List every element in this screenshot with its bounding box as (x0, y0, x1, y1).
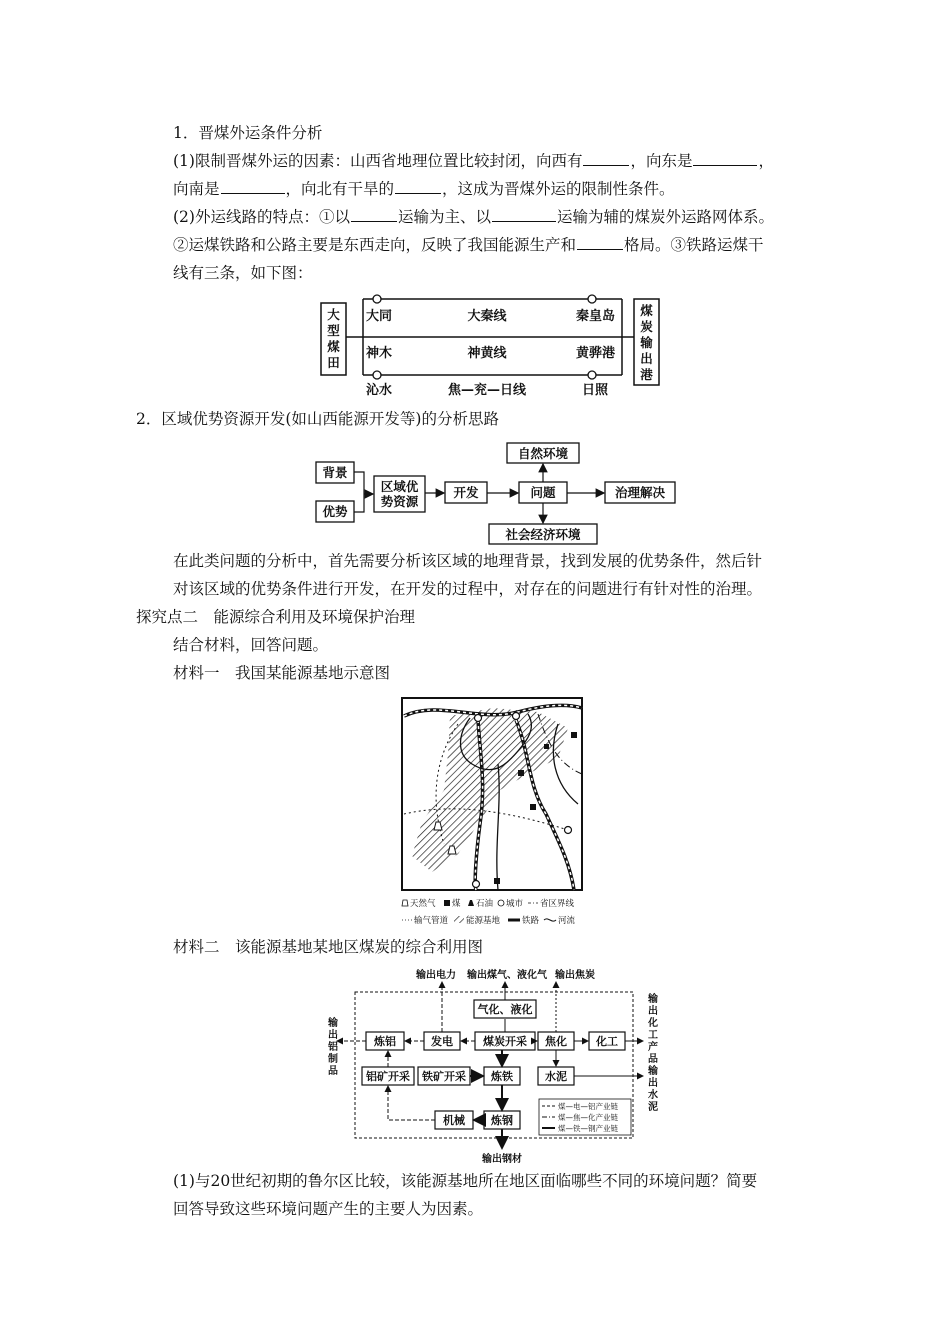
left-box-char: 大 (327, 307, 340, 322)
station-datong: 大同 (366, 309, 393, 324)
out-chem-char: 输 (648, 994, 658, 1005)
left-box-char: 煤 (327, 339, 340, 354)
legend-boundary: 省区界线 (540, 899, 575, 909)
station-shenmu: 神木 (366, 346, 393, 361)
out-cement-char: 出 (648, 1078, 658, 1089)
section3-heading: 探究点二 能源综合利用及环境保护治理 (136, 608, 416, 626)
coal-utilization-diagram (325, 964, 665, 1170)
out-cement-char: 泥 (648, 1102, 658, 1113)
right-box-char: 出 (640, 351, 653, 366)
out-gas: 输出煤气、液化气 (467, 970, 547, 981)
node-fe-ore: 铁矿开采 (422, 1070, 466, 1083)
legend-gas: 天然气 (410, 899, 436, 909)
right-box-char: 港 (640, 367, 653, 382)
flow-background: 背景 (322, 465, 348, 480)
line-shenhuang: 神黄线 (467, 346, 507, 361)
section1-heading: 1．晋煤外运条件分析 (173, 124, 323, 142)
material1-caption: 材料一 我国某能源基地示意图 (173, 664, 391, 682)
right-box-char: 煤 (640, 303, 653, 318)
out-chem-char: 品 (648, 1054, 658, 1065)
flow-develop: 开发 (453, 485, 479, 500)
node-chem: 化工 (596, 1035, 618, 1048)
section2-para-line1: 在此类问题的分析中，首先需要分析该区域的地理背景，找到发展的优势条件，然后针 (173, 552, 763, 570)
legend-chain-1: 煤—电—铝产业链 (558, 1102, 618, 1111)
station-qinhuangdao: 秦皇岛 (576, 309, 616, 324)
right-box-char: 炭 (640, 319, 653, 334)
flow-nature: 自然环境 (517, 446, 569, 461)
material2-caption: 材料二 该能源基地某地区煤炭的综合利用图 (173, 938, 484, 956)
node-iron: 炼铁 (491, 1070, 513, 1083)
out-chem-char: 出 (648, 1006, 658, 1017)
legend-oil: 石油 (476, 899, 494, 909)
node-gasify: 气化、液化 (477, 1003, 533, 1016)
station-huanghua: 黄骅港 (576, 346, 616, 361)
out-steel: 输出钢材 (482, 1154, 522, 1165)
out-al-char: 铝 (328, 1042, 338, 1053)
out-power: 输出电力 (416, 970, 456, 981)
paragraph-1-line2: 向南是 ，向北有干旱的 ，这成为晋煤外运的限制性条件。 (173, 180, 675, 198)
out-cement-char: 水 (648, 1090, 658, 1101)
out-al-char: 制 (328, 1054, 338, 1065)
node-power: 发电 (431, 1035, 453, 1048)
flow-problem: 问题 (530, 485, 556, 500)
out-al-char: 品 (328, 1066, 338, 1077)
legend-city: 城市 (506, 899, 524, 909)
node-cement: 水泥 (545, 1070, 567, 1083)
left-box-char: 田 (327, 355, 340, 370)
node-al-ore: 铝矿开采 (366, 1070, 410, 1083)
station-qinshui: 沁水 (366, 383, 393, 398)
out-cement-char: 输 (648, 1066, 658, 1077)
flow-solve: 治理解决 (614, 485, 666, 500)
out-al-char: 输 (328, 1018, 338, 1029)
legend-river: 河流 (558, 916, 576, 926)
line-jiaoyanri: 焦—兖—日线 (447, 383, 527, 398)
node-mining: 煤炭开采 (483, 1035, 527, 1048)
question1-line1: (1)与20世纪初期的鲁尔区比较，该能源基地所在地区面临哪些不同的环境问题？简要 (173, 1172, 758, 1190)
paragraph-2-line2: ②运煤铁路和公路主要是东西走向，反映了我国能源生产和 格局。③铁路运煤干 (173, 236, 764, 254)
node-steel: 炼钢 (491, 1114, 513, 1127)
legend-energy-base: 能源基地 (466, 916, 501, 926)
section3-intro: 结合材料，回答问题。 (173, 636, 329, 654)
legend-railway: 铁路 (522, 916, 540, 926)
line-daqin: 大秦线 (467, 309, 507, 324)
legend-chain-2: 煤—焦—化产业链 (558, 1113, 618, 1122)
flow-region-line1: 区域优 (380, 479, 419, 494)
out-coke: 输出焦炭 (555, 970, 595, 981)
section2-para-line2: 对该区域的优势条件进行开发，在开发的过程中，对存在的问题进行有针对性的治理。 (173, 580, 763, 598)
node-machine: 机械 (443, 1114, 465, 1127)
section2-heading: 2．区域优势资源开发(如山西能源开发等)的分析思路 (136, 410, 499, 428)
legend-pipeline: 输气管道 (414, 916, 449, 926)
left-box-char: 型 (327, 323, 340, 338)
coal-railway-diagram (318, 293, 663, 401)
paragraph-2-line3: 线有三条，如下图： (173, 264, 313, 282)
out-al-char: 出 (328, 1030, 338, 1041)
energy-base-map (398, 694, 588, 928)
station-rizhao: 日照 (582, 383, 609, 398)
node-coking: 焦化 (545, 1035, 567, 1048)
legend-coal: 煤 (452, 899, 461, 909)
paragraph-2-line1: (2)外运线路的特点：①以 运输为主、以 运输为辅的煤炭外运路网体系。 (173, 208, 774, 226)
flow-social: 社会经济环境 (505, 527, 581, 542)
paragraph-1-line1: (1)限制晋煤外运的因素：山西省地理位置比较封闭，向西有 ，向东是 ， (173, 152, 774, 170)
out-chem-char: 产 (648, 1042, 658, 1053)
legend-chain-3: 煤—铁—钢产业链 (558, 1124, 618, 1133)
out-chem-char: 化 (648, 1018, 658, 1029)
question1-line2: 回答导致这些环境问题产生的主要人为因素。 (173, 1200, 484, 1218)
flow-region-line2: 势资源 (380, 494, 419, 509)
node-smelt-al: 炼铝 (374, 1035, 396, 1048)
out-chem-char: 工 (648, 1030, 658, 1041)
analysis-flow-diagram (312, 438, 702, 546)
flow-advantage: 优势 (322, 504, 348, 519)
right-box-char: 输 (640, 335, 653, 350)
